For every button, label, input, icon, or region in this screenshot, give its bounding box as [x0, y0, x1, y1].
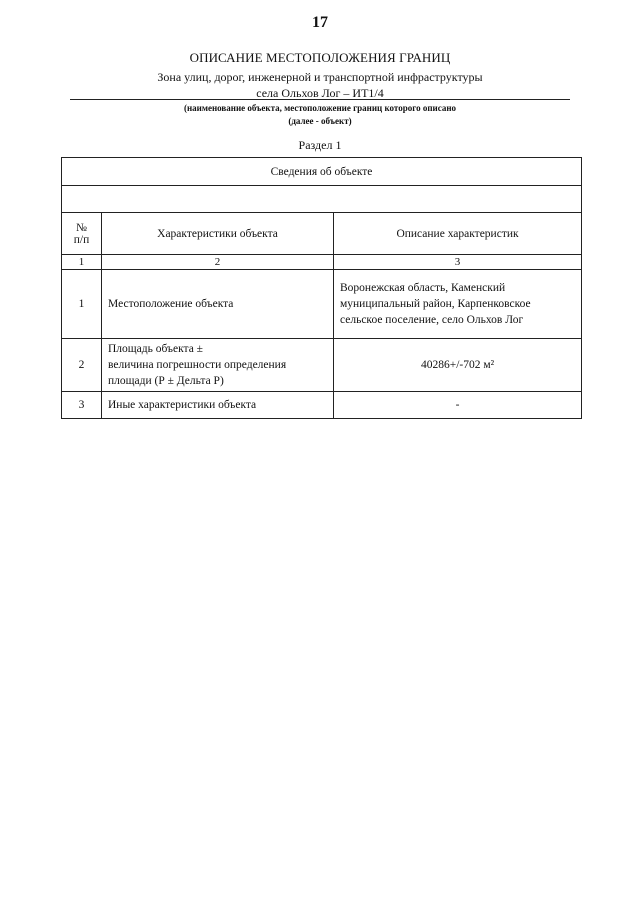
column-header-characteristic: Характеристики объекта	[102, 213, 334, 255]
document-title: ОПИСАНИЕ МЕСТОПОЛОЖЕНИЯ ГРАНИЦ	[189, 50, 451, 65]
underline-rule	[70, 99, 570, 100]
column-number-row	[62, 255, 582, 270]
characteristic-line: площади (Р ± Дельта Р)	[108, 375, 224, 387]
table-row	[62, 339, 582, 392]
page-number: 17	[312, 14, 328, 31]
row-characteristic	[102, 270, 334, 339]
column-header-number	[62, 213, 102, 255]
characteristic-line: Местоположение объекта	[108, 298, 234, 310]
table-caption: Сведения об объекте	[62, 158, 582, 186]
description-line: сельское поселение, село Ольхов Лог	[340, 314, 524, 326]
description-line: -	[455, 399, 460, 411]
column-header-number-line-2: п/п	[73, 233, 90, 246]
row-number: 1	[62, 270, 102, 339]
column-number: 2	[102, 255, 334, 270]
row-description	[334, 392, 582, 419]
table-row	[62, 392, 582, 419]
description-line: 40286+/-702 м²	[420, 359, 495, 371]
table-header-row	[62, 213, 582, 255]
column-header-number-line-1: №	[76, 221, 87, 234]
row-description	[334, 339, 582, 392]
row-number: 3	[62, 392, 102, 419]
object-name-line-2: села Ольхов Лог – ИТ1/4	[256, 86, 384, 100]
column-header-description: Описание характеристик	[334, 213, 582, 255]
section-label: Раздел 1	[298, 138, 342, 152]
characteristic-line: Иные характеристики объекта	[108, 399, 257, 411]
row-description	[334, 270, 582, 339]
note-line-2: (далее - объект)	[288, 116, 352, 126]
characteristic-line: Площадь объекта ±	[108, 343, 203, 355]
column-number: 3	[334, 255, 582, 270]
table-row	[62, 270, 582, 339]
object-info-table	[61, 157, 582, 419]
row-number: 2	[62, 339, 102, 392]
description-line: Воронежская область, Каменский	[340, 282, 506, 294]
column-number: 1	[62, 255, 102, 270]
table-empty-row	[62, 186, 582, 213]
note-line-1: (наименование объекта, местоположение границ которого описано	[183, 103, 457, 113]
characteristic-line: величина погрешности определения	[108, 359, 287, 371]
row-characteristic	[102, 392, 334, 419]
description-line: муниципальный район, Карпенковское	[340, 298, 531, 310]
row-characteristic	[102, 339, 334, 392]
object-name	[0, 69, 640, 101]
object-name-line-1: Зона улиц, дорог, инженерной и транспортной инфраструктуры	[157, 70, 483, 84]
object-name-note	[0, 102, 640, 128]
